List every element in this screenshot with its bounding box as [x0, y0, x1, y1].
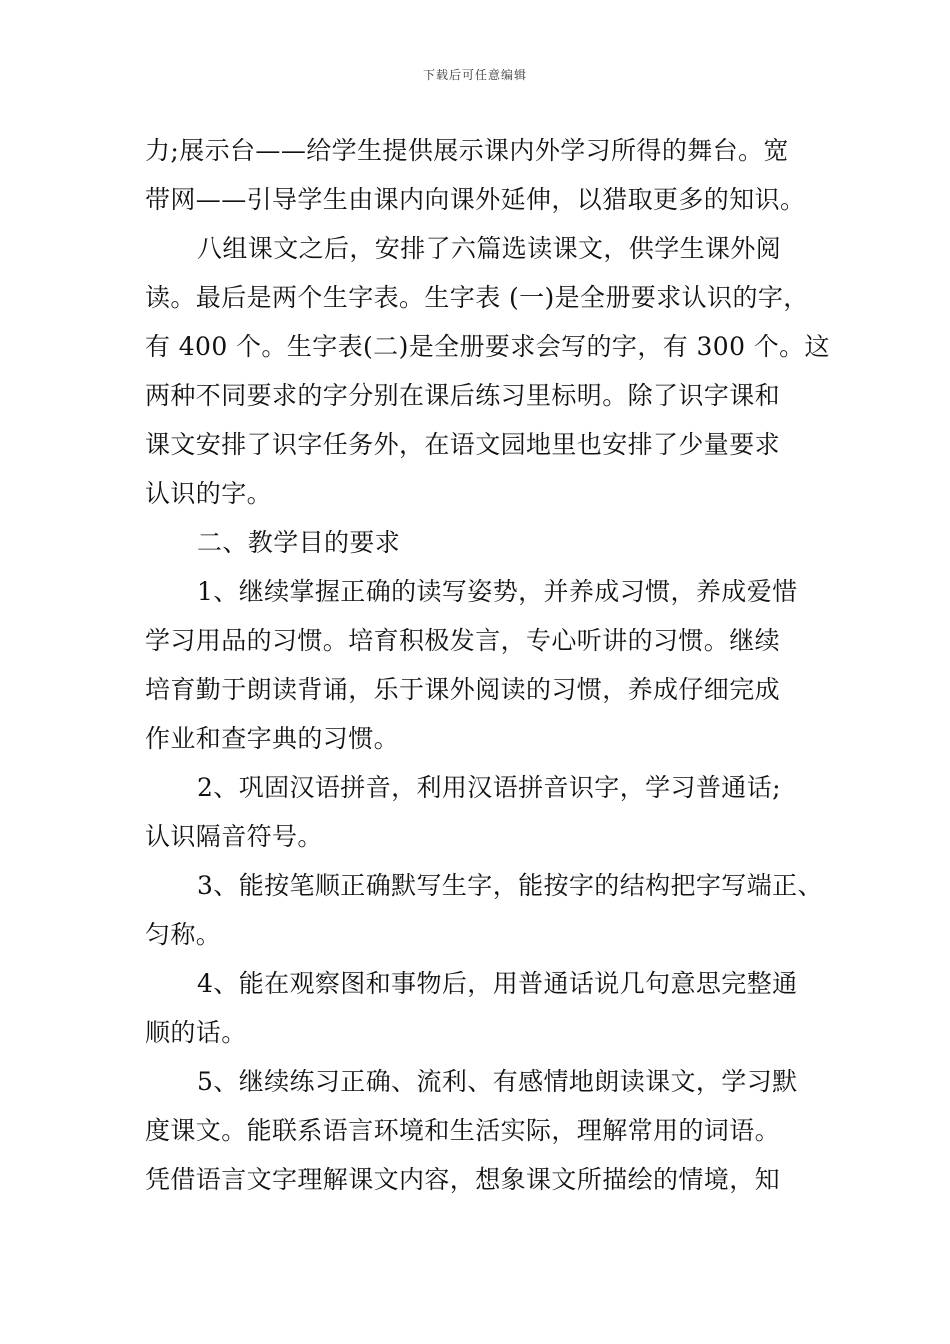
paragraph-start-line: 3、能按笔顺正确默写生字，能按字的结构把字写端正、	[197, 871, 823, 900]
text-line: 凭借语言文字理解课文内容，想象课文所描绘的情境，知	[145, 1165, 781, 1194]
text-line: 读。最后是两个生字表。生字表 (一)是全册要求认识的字，	[145, 283, 809, 312]
paragraph-start-line: 4、能在观察图和事物后，用普通话说几句意思完整通	[197, 969, 798, 998]
text-line: 带网——引导学生由课内向课外延伸，以猎取更多的知识。	[145, 185, 806, 214]
text-line: 认识隔音符号。	[145, 822, 323, 851]
paragraph-start-line: 2、巩固汉语拼音，利用汉语拼音识字，学习普通话;	[197, 773, 781, 802]
text-line: 认识的字。	[145, 479, 273, 508]
text-line: 顺的话。	[145, 1018, 247, 1047]
section-heading: 二、教学目的要求	[197, 528, 401, 557]
paragraph-start-line: 5、继续练习正确、流利、有感情地朗读课文，学习默	[197, 1067, 798, 1096]
text-line: 课文安排了识字任务外，在语文园地里也安排了少量要求	[145, 430, 781, 459]
text-line: 有 400 个。生字表(二)是全册要求会写的字，有 300 个。这	[145, 332, 830, 361]
text-line: 度课文。能联系语言环境和生活实际，理解常用的词语。	[145, 1116, 781, 1145]
paragraph-start-line: 八组课文之后，安排了六篇选读课文，供学生课外阅	[197, 234, 782, 263]
document-body	[145, 126, 830, 1204]
page-header: 下载后可任意编辑	[422, 68, 527, 82]
text-line: 两种不同要求的字分别在课后练习里标明。除了识字课和	[145, 381, 781, 410]
text-line: 学习用品的习惯。培育积极发言，专心听讲的习惯。继续	[145, 626, 781, 655]
text-line: 匀称。	[145, 920, 222, 949]
text-line: 力;展示台——给学生提供展示课内外学习所得的舞台。宽	[145, 136, 789, 165]
text-line: 培育勤于朗读背诵，乐于课外阅读的习惯，养成仔细完成	[145, 675, 781, 704]
text-line: 作业和查字典的习惯。	[145, 724, 400, 753]
paragraph-start-line: 1、继续掌握正确的读写姿势，并养成习惯，养成爱惜	[197, 577, 798, 606]
